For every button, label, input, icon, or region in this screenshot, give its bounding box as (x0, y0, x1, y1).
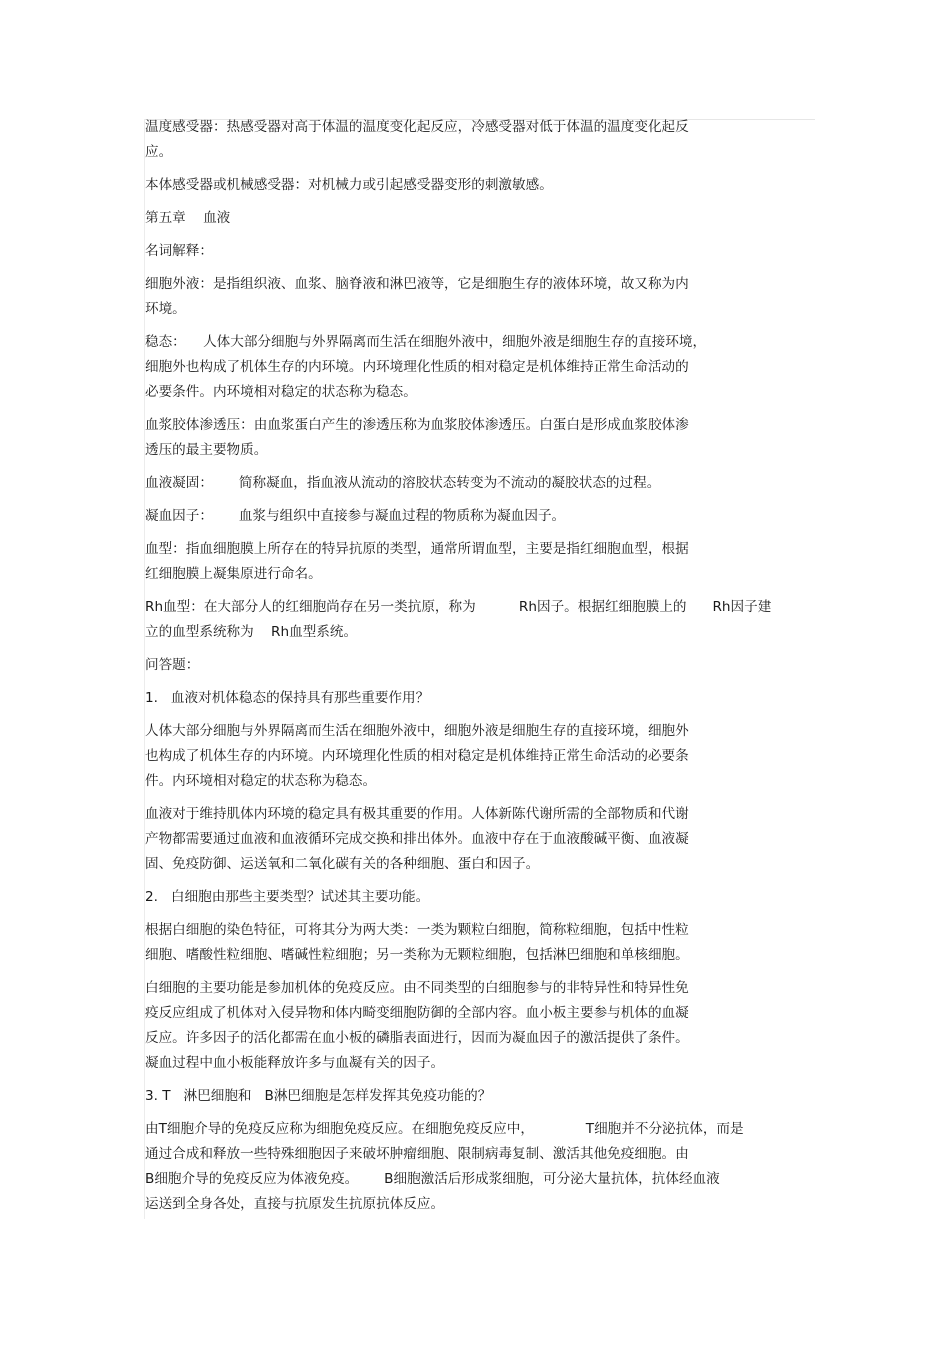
paragraph (145, 471, 820, 496)
paragraph (145, 686, 820, 711)
paragraph (145, 330, 820, 405)
text-line: 细胞外液：是指组织液、血浆、脑脊液和淋巴液等，它是细胞生存的液体环境，故又称为内 (145, 276, 689, 292)
text-line: 疫反应组成了机体对入侵异物和体内畸变细胞防御的全部内容。血小板主要参与机体的血凝 (145, 1005, 689, 1021)
paragraph (145, 1117, 820, 1217)
paragraph (145, 976, 820, 1076)
text-line: 血液对于维持肌体内环境的稳定具有极其重要的作用。人体新陈代谢所需的全部物质和代谢 (145, 806, 689, 822)
paragraph (145, 173, 820, 198)
text-line: 细胞、嗜酸性粒细胞、嗜碱性粒细胞；另一类称为无颗粒细胞，包括淋巴细胞和单核细胞。 (145, 947, 689, 963)
text-line: 血浆胶体渗透压：由血浆蛋白产生的渗透压称为血浆胶体渗透压。白蛋白是形成血浆胶体渗 (145, 417, 689, 433)
text-line: B细胞介导的免疫反应为体液免疫。 B细胞激活后形成浆细胞，可分泌大量抗体，抗体经血液 (145, 1171, 720, 1187)
text-line: 反应。许多因子的活化都需在血小板的磷脂表面进行，因而为凝血因子的激活提供了条件。 (145, 1030, 689, 1046)
text-line: 第五章 血液 (145, 210, 231, 226)
paragraph (145, 115, 820, 165)
paragraph (145, 885, 820, 910)
text-line: 环境。 (145, 301, 186, 317)
text-line: 2. 白细胞由那些主要类型？试述其主要功能。 (145, 889, 430, 905)
text-line: 细胞外也构成了机体生存的内环境。内环境理化性质的相对稳定是机体维持正常生命活动的 (145, 359, 689, 375)
text-line: 人体大部分细胞与外界隔离而生活在细胞外液中，细胞外液是细胞生存的直接环境，细胞外 (145, 723, 689, 739)
text-line: 由T细胞介导的免疫反应称为细胞免疫反应。在细胞免疫反应中， T细胞并不分泌抗体，而是 (145, 1121, 744, 1137)
document-body (145, 115, 820, 1225)
paragraph (145, 504, 820, 529)
text-line: 血液凝固： 简称凝血，指血液从流动的溶胶状态转变为不流动的凝胶状态的过程。 (145, 475, 661, 491)
text-line: 温度感受器：热感受器对高于体温的温度变化起反应，冷感受器对低于体温的温度变化起反 (145, 119, 689, 135)
text-line: 凝血过程中血小板能释放许多与血凝有关的因子。 (145, 1055, 445, 1071)
paragraph (145, 595, 820, 645)
text-line: 本体感受器或机械感受器：对机械力或引起感受器变形的刺激敏感。 (145, 177, 553, 193)
text-line: 白细胞的主要功能是参加机体的免疫反应。由不同类型的白细胞参与的非特异性和特异性免 (145, 980, 689, 996)
text-line: 凝血因子： 血浆与组织中直接参与凝血过程的物质称为凝血因子。 (145, 508, 566, 524)
paragraph (145, 206, 820, 231)
text-line: 运送到全身各处，直接与抗原发生抗原抗体反应。 (145, 1196, 445, 1212)
paragraph (145, 413, 820, 463)
text-line: Rh血型：在大部分人的红细胞尚存在另一类抗原，称为 Rh因子。根据红细胞膜上的 Rh因子建 (145, 599, 772, 615)
text-line: 产物都需要通过血液和血液循环完成交换和排出体外。血液中存在于血液酸碱平衡、血液凝 (145, 831, 689, 847)
text-line: 应。 (145, 144, 173, 160)
text-line: 问答题： (145, 657, 200, 673)
text-line: 透压的最主要物质。 (145, 442, 268, 458)
paragraph (145, 537, 820, 587)
text-line: 名词解释： (145, 243, 213, 259)
text-line: 也构成了机体生存的内环境。内环境理化性质的相对稳定是机体维持正常生命活动的必要条 (145, 748, 689, 764)
text-line: 红细胞膜上凝集原进行命名。 (145, 566, 322, 582)
text-line: 稳态： 人体大部分细胞与外界隔离而生活在细胞外液中，细胞外液是细胞生存的直接环境， (145, 334, 707, 350)
paragraph (145, 1084, 820, 1109)
text-line: 1. 血液对机体稳态的保持具有那些重要作用？ (145, 690, 430, 706)
text-line: 立的血型系统称为 Rh血型系统。 (145, 624, 358, 640)
text-line: 固、免疫防御、运送氧和二氧化碳有关的各种细胞、蛋白和因子。 (145, 856, 540, 872)
text-line: 血型：指血细胞膜上所存在的特异抗原的类型，通常所谓血型，主要是指红细胞血型，根据 (145, 541, 689, 557)
paragraph (145, 272, 820, 322)
paragraph (145, 918, 820, 968)
text-line: 根据白细胞的染色特征，可将其分为两大类：一类为颗粒白细胞，简称粒细胞，包括中性粒 (145, 922, 689, 938)
text-line: 3. T 淋巴细胞和 B淋巴细胞是怎样发挥其免疫功能的？ (145, 1088, 492, 1104)
paragraph (145, 239, 820, 264)
paragraph (145, 653, 820, 678)
text-line: 必要条件。内环境相对稳定的状态称为稳态。 (145, 384, 417, 400)
text-line: 件。内环境相对稳定的状态称为稳态。 (145, 773, 377, 789)
paragraph (145, 719, 820, 794)
paragraph (145, 802, 820, 877)
text-line: 通过合成和释放一些特殊细胞因子来破坏肿瘤细胞、限制病毒复制、激活其他免疫细胞。由 (145, 1146, 689, 1162)
